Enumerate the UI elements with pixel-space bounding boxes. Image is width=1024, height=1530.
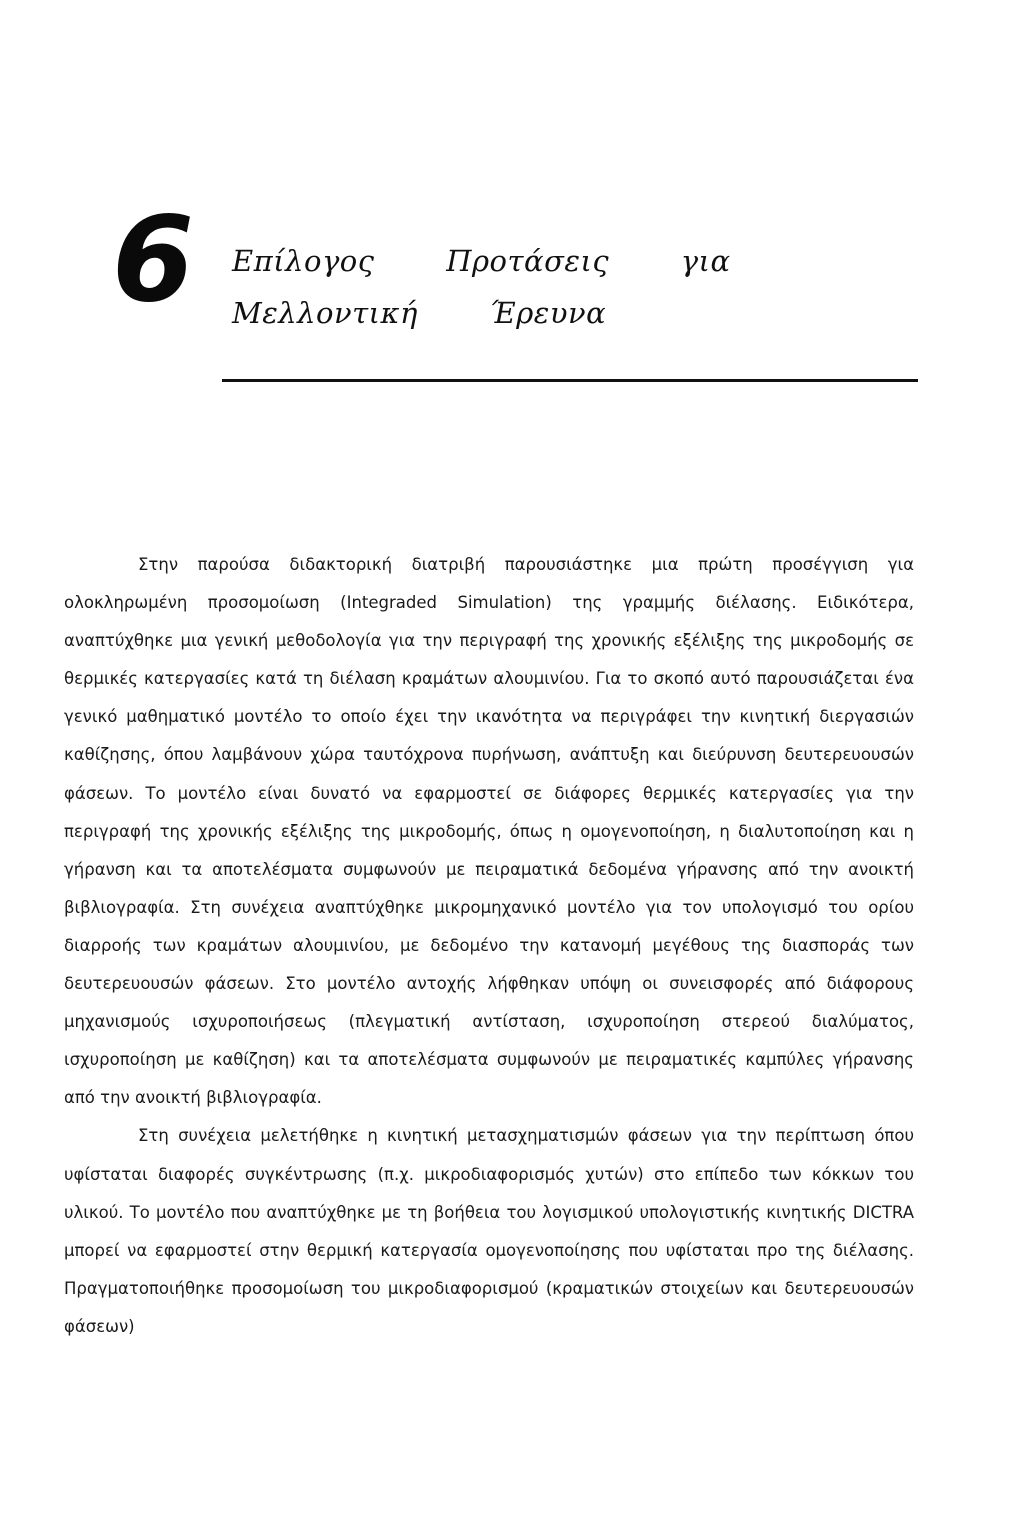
paragraph: Στην παρούσα διδακτορική διατριβή παρουσιάστηκε μια πρώτη προσέγγιση για ολοκληρωμένη προσομοίωση (Integraded Simulation) της γραμμής διέλασης. Ειδικότερα, αναπτύχθηκε μια γενική μεθοδολογία για την περιγραφή της χρονικής εξέλιξης της μικροδομής σε θερμικές κατεργασίες κατά τη διέλαση κραμάτων αλουμινίου. Για το σκοπό αυτό παρουσιάζεται ένα γενικό μαθηματικό μοντέλο το οποίο έχει την ικανότητα να περιγράφει την κινητική διεργασιών καθίζησης, όπου λαμβάνουν χώρα ταυτόχρονα πυρήνωση, ανάπτυξη και διεύρυνση δευτερευουσών φάσεων. Το μοντέλο είναι δυνατό να εφαρμοστεί σε διάφορες θερμικές κατεργασίες για την περιγραφή της χρονικής εξέλιξης της μικροδομής, όπως η ομογενοποίηση, η διαλυτοποίηση και η γήρανση και τα αποτελέσματα συμφωνούν με πειραματικά δεδομένα γήρανσης από την ανοικτή βιβλιογραφία. Στη συνέχεια αναπτύχθηκε μικρομηχανικό μοντέλο για τον υπολογισμό του ορίου διαρροής των κραμάτων αλουμινίου, με δεδομένο την κατανομή μεγέθους της διασποράς των δευτερευουσών φάσεων. Στο μοντέλο αντοχής λήφθηκαν υπόψη οι συνεισφορές από διάφορους μηχανισμούς ισχυροποιήσεως (πλεγματική αντίσταση, ισχυροποίηση στερεού διαλύματος, ισχυροποίηση με καθίζηση) και τα αποτελέσματα συμφωνούν με πειραματικές καμπύλες γήρανσης από την ανοικτή βιβλιογραφία. <box>64 555 914 1108</box>
chapter-number: 6 <box>112 190 191 328</box>
paragraph: Στη συνέχεια μελετήθηκε η κινητική μετασχηματισμών φάσεων για την περίπτωση όπου υφίσταται διαφορές συγκέντρωσης (π.χ. μικροδιαφορισμός χυτών) στο επίπεδο των κόκκων του υλικού. Το μοντέλο που αναπτύχθηκε με τη βοήθεια του λογισμικού υπολογιστικής κινητικής DICTRA μπορεί να εφαρμοστεί στην θερμική κατεργασία ομογενοποίησης που υφίσταται προ της διέλασης. Πραγματοποιήθηκε προσομοίωση του μικροδιαφορισμού (κραματικών στοιχείων και δευτερευουσών φάσεων) <box>64 1126 914 1336</box>
chapter-title: Επίλογος Προτάσεις για Μελλοντική Έρευνα <box>232 244 731 330</box>
title-divider <box>222 379 918 382</box>
chapter-body <box>64 546 914 1346</box>
